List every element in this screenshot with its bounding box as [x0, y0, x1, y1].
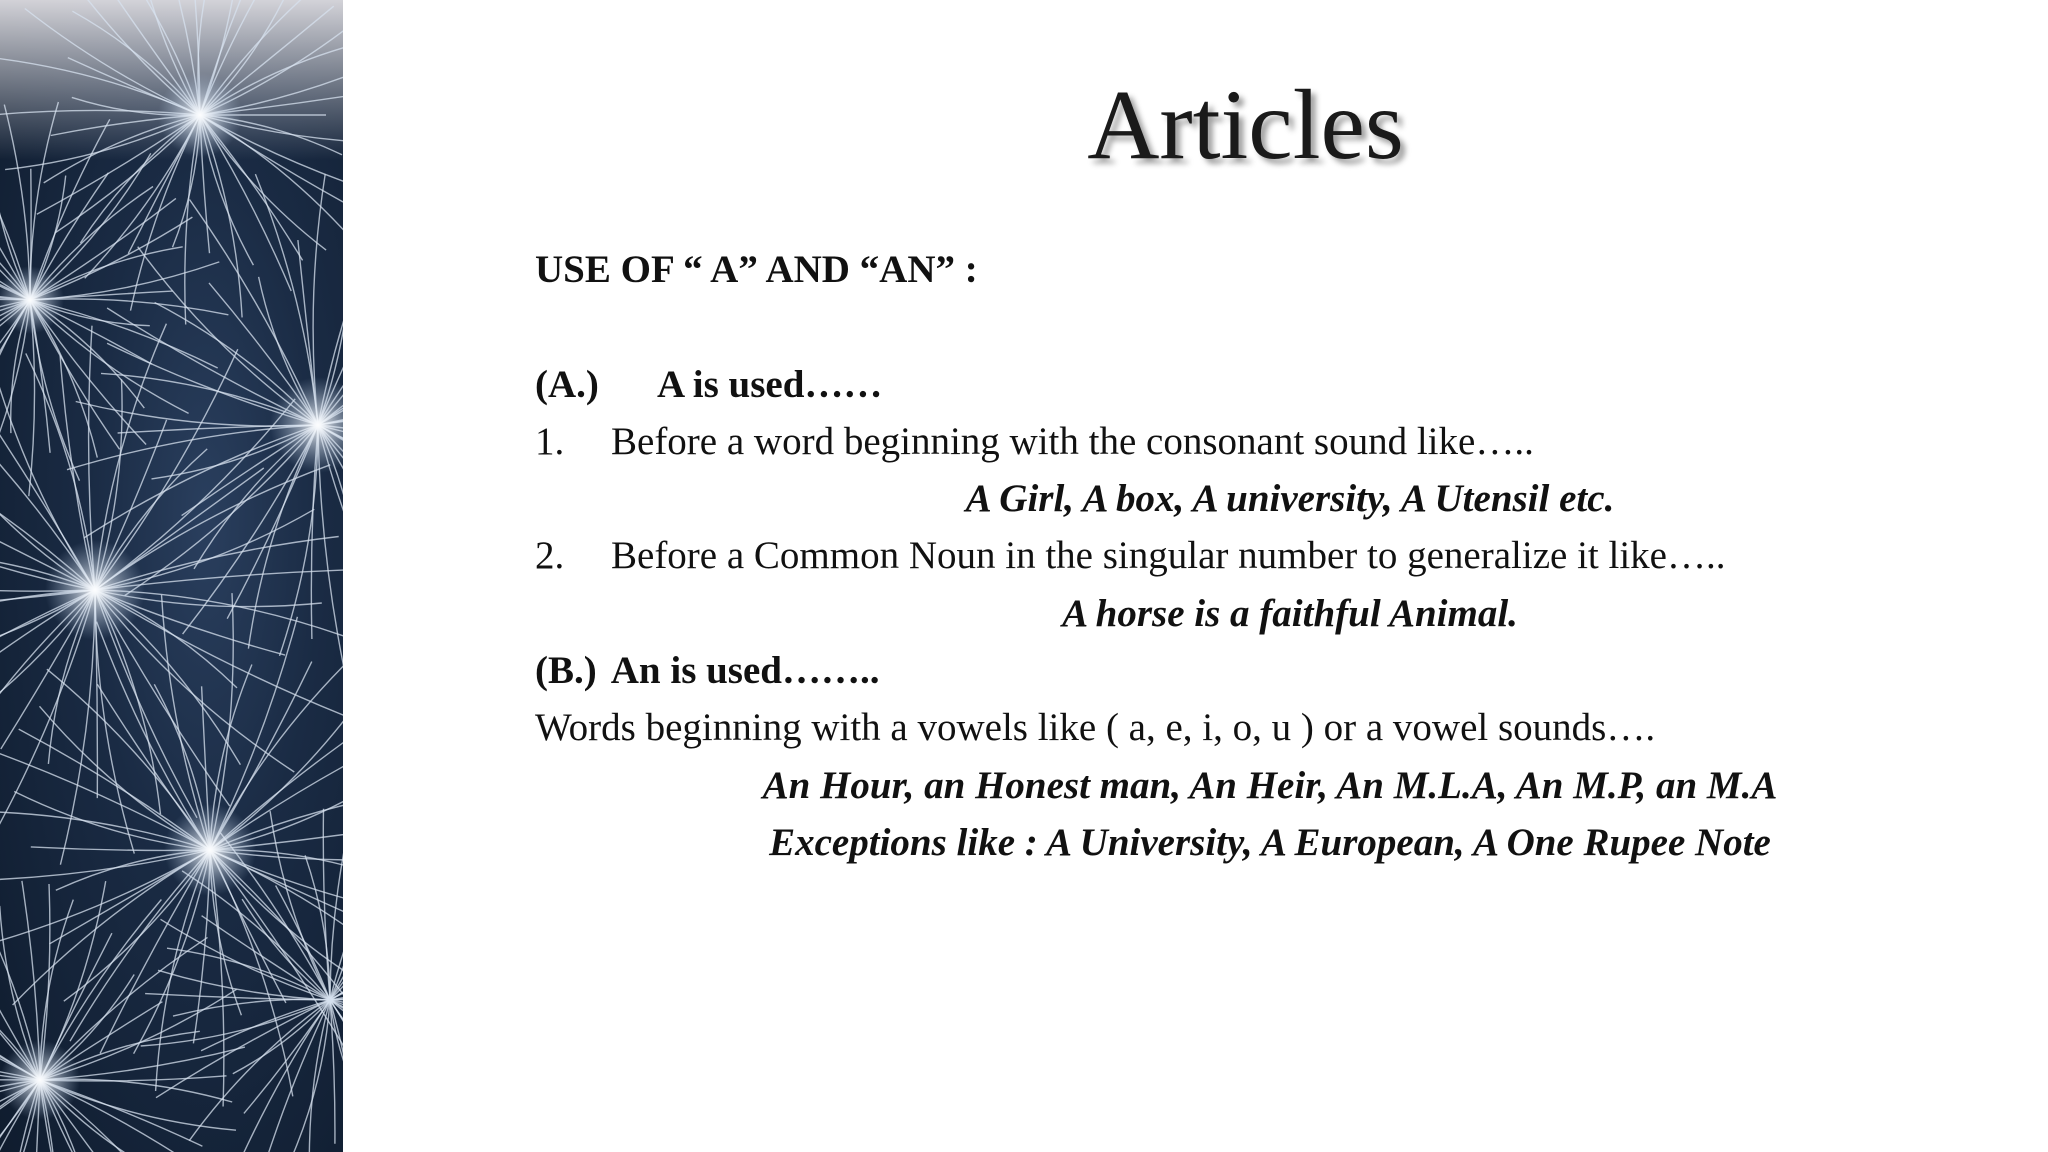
- section-heading: USE OF “ A” AND “AN” :: [535, 248, 978, 291]
- section-b-tag: (B.): [535, 649, 597, 693]
- list-item-number: 2.: [535, 534, 565, 578]
- slide-content: [535, 241, 1955, 871]
- seed-filament: [156, 1000, 330, 1098]
- seed-filament: [330, 857, 343, 1000]
- seed-filament: [330, 1000, 335, 1144]
- section-b-text: Words beginning with a vowels like ( a, e, i, o, u ) or a vowel sounds….: [535, 706, 1656, 750]
- seed-filament: [263, 1000, 330, 1152]
- dandelion-seeds-graphic: [0, 0, 343, 1152]
- section-a-label: A is used……: [657, 362, 883, 406]
- dandelion-seeds-image: [0, 0, 343, 1152]
- list-item-number: 1.: [535, 419, 565, 463]
- example-line: A horse is a faithful Animal.: [1062, 591, 1518, 635]
- section-a-header: [535, 356, 1955, 413]
- list-item-text: Before a word beginning with the consonant sound like…..: [611, 419, 1534, 463]
- list-item: [535, 527, 1955, 584]
- example-line: A Girl, A box, A university, A Utensil etc.: [965, 477, 1615, 521]
- exceptions-line: Exceptions like : A University, A European, A One Rupee Note: [769, 820, 1771, 864]
- section-b-label: An is used……..: [610, 649, 880, 693]
- slide-title: Articles: [1087, 69, 1404, 180]
- list-item: [535, 413, 1955, 470]
- section-a-tag: (A.): [535, 362, 599, 406]
- seed-filament: [270, 811, 330, 1000]
- spacer: [535, 298, 1955, 355]
- example-line: An Hour, an Honest man, An Heir, An M.L.A, An M.P, an M.A: [762, 763, 1778, 807]
- list-item-text: Before a Common Noun in the singular number to generalize it like…..: [611, 534, 1726, 578]
- section-b-header: [535, 642, 1955, 699]
- seed-filament: [145, 994, 330, 1000]
